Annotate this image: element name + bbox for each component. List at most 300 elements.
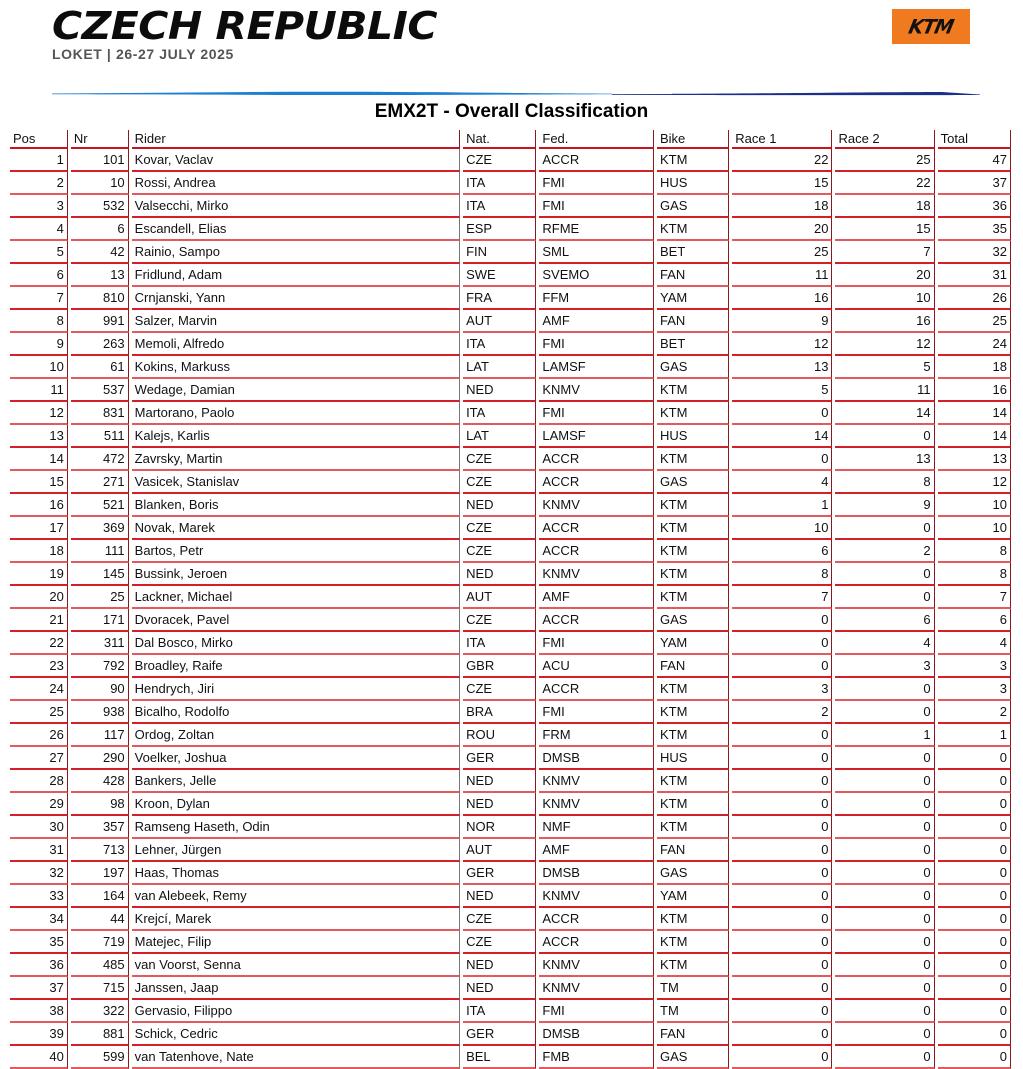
total-points-cell: 16 [938,379,1011,402]
header-row [10,130,1011,149]
nationality-cell: CZE [463,149,536,172]
race2-points-cell: 0 [835,793,934,816]
rider-cell: Krejcí, Marek [132,908,460,931]
number-cell: 271 [71,471,129,494]
race2-points-cell: 2 [835,540,934,563]
total-points-cell: 3 [938,655,1011,678]
bike-cell: KTM [657,908,729,931]
position-cell: 13 [10,425,68,448]
race1-points-cell: 10 [732,517,832,540]
bike-cell: KTM [657,724,729,747]
race2-points-cell: 0 [835,862,934,885]
total-points-cell: 14 [938,425,1011,448]
bike-cell: KTM [657,402,729,425]
column-header-bike: Bike [657,130,729,149]
column-header-fed: Fed. [539,130,654,149]
race1-points-cell: 0 [732,632,832,655]
position-cell: 24 [10,678,68,701]
bike-cell: FAN [657,264,729,287]
rider-cell: Kalejs, Karlis [132,425,460,448]
number-cell: 290 [71,747,129,770]
bike-cell: KTM [657,816,729,839]
total-points-cell: 0 [938,908,1011,931]
federation-cell: KNMV [539,885,654,908]
total-points-cell: 37 [938,172,1011,195]
nationality-cell: ESP [463,218,536,241]
race2-points-cell: 0 [835,931,934,954]
position-cell: 23 [10,655,68,678]
race2-points-cell: 14 [835,402,934,425]
rider-cell: Kovar, Vaclav [132,149,460,172]
race2-points-cell: 0 [835,1046,934,1069]
number-cell: 719 [71,931,129,954]
federation-cell: ACCR [539,908,654,931]
federation-cell: AMF [539,839,654,862]
race1-points-cell: 4 [732,471,832,494]
bike-cell: GAS [657,356,729,379]
position-cell: 35 [10,931,68,954]
table-row [10,264,1011,287]
race1-points-cell: 0 [732,908,832,931]
rider-cell: Bussink, Jeroen [132,563,460,586]
race1-points-cell: 15 [732,172,832,195]
nationality-cell: ITA [463,402,536,425]
rider-cell: Kokins, Markuss [132,356,460,379]
bike-cell: YAM [657,632,729,655]
total-points-cell: 0 [938,1023,1011,1046]
table-row [10,494,1011,517]
bike-cell: KTM [657,494,729,517]
total-points-cell: 2 [938,701,1011,724]
table-row [10,402,1011,425]
race1-points-cell: 2 [732,701,832,724]
column-header-nat: Nat. [463,130,536,149]
table-row [10,632,1011,655]
bike-cell: FAN [657,310,729,333]
number-cell: 599 [71,1046,129,1069]
bike-cell: KTM [657,954,729,977]
number-cell: 6 [71,218,129,241]
bike-cell: KTM [657,793,729,816]
total-points-cell: 0 [938,747,1011,770]
nationality-cell: NED [463,885,536,908]
nationality-cell: NED [463,494,536,517]
rider-cell: Memoli, Alfredo [132,333,460,356]
total-points-cell: 8 [938,540,1011,563]
number-cell: 322 [71,1000,129,1023]
nationality-cell: GER [463,1023,536,1046]
rider-cell: Valsecchi, Mirko [132,195,460,218]
bike-cell: KTM [657,517,729,540]
event-title: CZECH REPUBLIC [52,4,437,48]
total-points-cell: 12 [938,471,1011,494]
position-cell: 34 [10,908,68,931]
federation-cell: KNMV [539,770,654,793]
table-row [10,218,1011,241]
bike-cell: KTM [657,448,729,471]
table-row [10,724,1011,747]
federation-cell: SML [539,241,654,264]
race2-points-cell: 25 [835,149,934,172]
position-cell: 2 [10,172,68,195]
number-cell: 713 [71,839,129,862]
race2-points-cell: 15 [835,218,934,241]
race2-points-cell: 12 [835,333,934,356]
rider-cell: Janssen, Jaap [132,977,460,1000]
rider-cell: Haas, Thomas [132,862,460,885]
race1-points-cell: 8 [732,563,832,586]
total-points-cell: 0 [938,1000,1011,1023]
number-cell: 61 [71,356,129,379]
rider-cell: Bankers, Jelle [132,770,460,793]
number-cell: 145 [71,563,129,586]
document-title: EMX2T - Overall Classification [374,101,649,122]
race2-points-cell: 0 [835,885,934,908]
race1-points-cell: 0 [732,1000,832,1023]
race2-points-cell: 1 [835,724,934,747]
position-cell: 12 [10,402,68,425]
table-row [10,908,1011,931]
rider-cell: Wedage, Damian [132,379,460,402]
race1-points-cell: 0 [732,816,832,839]
race1-points-cell: 20 [732,218,832,241]
event-subtitle: LOKET | 26-27 JULY 2025 [52,46,234,62]
race1-points-cell: 0 [732,747,832,770]
race2-points-cell: 0 [835,839,934,862]
position-cell: 4 [10,218,68,241]
ktm-logo [892,9,970,44]
number-cell: 101 [71,149,129,172]
race1-points-cell: 18 [732,195,832,218]
position-cell: 3 [10,195,68,218]
rider-cell: Blanken, Boris [132,494,460,517]
race2-points-cell: 9 [835,494,934,517]
federation-cell: KNMV [539,954,654,977]
position-cell: 19 [10,563,68,586]
bike-cell: KTM [657,701,729,724]
total-points-cell: 0 [938,839,1011,862]
federation-cell: ACCR [539,471,654,494]
position-cell: 18 [10,540,68,563]
number-cell: 42 [71,241,129,264]
table-row [10,747,1011,770]
nationality-cell: NED [463,563,536,586]
race2-points-cell: 0 [835,563,934,586]
race1-points-cell: 25 [732,241,832,264]
race2-points-cell: 20 [835,264,934,287]
federation-cell: KNMV [539,563,654,586]
federation-cell: ACCR [539,678,654,701]
bike-cell: KTM [657,931,729,954]
table-row [10,310,1011,333]
nationality-cell: NOR [463,816,536,839]
race2-points-cell: 7 [835,241,934,264]
race2-points-cell: 5 [835,356,934,379]
rider-cell: Dvoracek, Pavel [132,609,460,632]
position-cell: 25 [10,701,68,724]
nationality-cell: ITA [463,333,536,356]
number-cell: 715 [71,977,129,1000]
federation-cell: NMF [539,816,654,839]
position-cell: 22 [10,632,68,655]
rider-cell: van Tatenhove, Nate [132,1046,460,1069]
column-header-total: Total [938,130,1011,149]
table-row [10,655,1011,678]
total-points-cell: 14 [938,402,1011,425]
position-cell: 10 [10,356,68,379]
race1-points-cell: 12 [732,333,832,356]
table-row [10,333,1011,356]
table-row [10,885,1011,908]
nationality-cell: GBR [463,655,536,678]
number-cell: 197 [71,862,129,885]
federation-cell: FFM [539,287,654,310]
federation-cell: FMI [539,195,654,218]
total-points-cell: 0 [938,931,1011,954]
nationality-cell: ROU [463,724,536,747]
nationality-cell: NED [463,379,536,402]
race2-points-cell: 0 [835,1000,934,1023]
position-cell: 17 [10,517,68,540]
rider-cell: van Voorst, Senna [132,954,460,977]
nationality-cell: GER [463,747,536,770]
bike-cell: HUS [657,172,729,195]
number-cell: 357 [71,816,129,839]
rider-cell: Novak, Marek [132,517,460,540]
race1-points-cell: 0 [732,609,832,632]
rider-cell: Hendrych, Jiri [132,678,460,701]
number-cell: 263 [71,333,129,356]
race2-points-cell: 10 [835,287,934,310]
bike-cell: KTM [657,586,729,609]
number-cell: 472 [71,448,129,471]
rider-cell: Gervasio, Filippo [132,1000,460,1023]
race2-points-cell: 4 [835,632,934,655]
race1-points-cell: 0 [732,1046,832,1069]
federation-cell: ACCR [539,609,654,632]
number-cell: 792 [71,655,129,678]
race1-points-cell: 0 [732,402,832,425]
nationality-cell: CZE [463,931,536,954]
race2-points-cell: 0 [835,908,934,931]
table-row [10,701,1011,724]
number-cell: 13 [71,264,129,287]
bike-cell: TM [657,977,729,1000]
bike-cell: KTM [657,770,729,793]
nationality-cell: SWE [463,264,536,287]
nationality-cell: CZE [463,609,536,632]
number-cell: 881 [71,1023,129,1046]
number-cell: 369 [71,517,129,540]
race2-points-cell: 0 [835,678,934,701]
rider-cell: van Alebeek, Remy [132,885,460,908]
position-cell: 29 [10,793,68,816]
number-cell: 810 [71,287,129,310]
number-cell: 938 [71,701,129,724]
nationality-cell: AUT [463,839,536,862]
rider-cell: Bicalho, Rodolfo [132,701,460,724]
table-row [10,678,1011,701]
table-row [10,862,1011,885]
nationality-cell: CZE [463,908,536,931]
race1-points-cell: 0 [732,448,832,471]
number-cell: 311 [71,632,129,655]
federation-cell: KNMV [539,977,654,1000]
ktm-logo-text: KTM [906,14,956,39]
number-cell: 117 [71,724,129,747]
total-points-cell: 0 [938,1046,1011,1069]
nationality-cell: NED [463,770,536,793]
nationality-cell: BEL [463,1046,536,1069]
table-row [10,540,1011,563]
race1-points-cell: 0 [732,724,832,747]
column-header-race2: Race 2 [835,130,934,149]
race1-points-cell: 3 [732,678,832,701]
nationality-cell: CZE [463,448,536,471]
total-points-cell: 6 [938,609,1011,632]
bike-cell: KTM [657,379,729,402]
bike-cell: HUS [657,747,729,770]
race2-points-cell: 8 [835,471,934,494]
bike-cell: GAS [657,1046,729,1069]
federation-cell: AMF [539,310,654,333]
nationality-cell: CZE [463,517,536,540]
race2-points-cell: 18 [835,195,934,218]
position-cell: 27 [10,747,68,770]
rider-cell: Dal Bosco, Mirko [132,632,460,655]
federation-cell: LAMSF [539,425,654,448]
table-row [10,770,1011,793]
rider-cell: Schick, Cedric [132,1023,460,1046]
number-cell: 991 [71,310,129,333]
results-table [7,130,1014,1069]
rider-cell: Voelker, Joshua [132,747,460,770]
position-cell: 36 [10,954,68,977]
number-cell: 90 [71,678,129,701]
federation-cell: FMI [539,402,654,425]
table-row [10,931,1011,954]
rider-cell: Escandell, Elias [132,218,460,241]
bike-cell: TM [657,1000,729,1023]
race1-points-cell: 6 [732,540,832,563]
table-row [10,241,1011,264]
position-cell: 7 [10,287,68,310]
position-cell: 31 [10,839,68,862]
position-cell: 32 [10,862,68,885]
federation-cell: FMI [539,1000,654,1023]
total-points-cell: 10 [938,494,1011,517]
total-points-cell: 0 [938,885,1011,908]
position-cell: 37 [10,977,68,1000]
race1-points-cell: 0 [732,793,832,816]
federation-cell: FMI [539,632,654,655]
bike-cell: FAN [657,839,729,862]
total-points-cell: 32 [938,241,1011,264]
position-cell: 20 [10,586,68,609]
number-cell: 164 [71,885,129,908]
nationality-cell: GER [463,862,536,885]
nationality-cell: ITA [463,195,536,218]
number-cell: 485 [71,954,129,977]
nationality-cell: NED [463,954,536,977]
race1-points-cell: 0 [732,770,832,793]
total-points-cell: 26 [938,287,1011,310]
position-cell: 9 [10,333,68,356]
federation-cell: ACCR [539,149,654,172]
total-points-cell: 0 [938,770,1011,793]
number-cell: 44 [71,908,129,931]
nationality-cell: LAT [463,425,536,448]
position-cell: 1 [10,149,68,172]
race2-points-cell: 0 [835,816,934,839]
table-row [10,609,1011,632]
race1-points-cell: 0 [732,1023,832,1046]
race1-points-cell: 14 [732,425,832,448]
number-cell: 171 [71,609,129,632]
rider-cell: Rossi, Andrea [132,172,460,195]
total-points-cell: 36 [938,195,1011,218]
results-body [10,149,1011,1069]
race2-points-cell: 6 [835,609,934,632]
rider-cell: Rainio, Sampo [132,241,460,264]
rider-cell: Zavrsky, Martin [132,448,460,471]
table-row [10,195,1011,218]
nationality-cell: AUT [463,586,536,609]
rider-cell: Kroon, Dylan [132,793,460,816]
position-cell: 21 [10,609,68,632]
table-row [10,1046,1011,1069]
rider-cell: Salzer, Marvin [132,310,460,333]
table-row [10,448,1011,471]
total-points-cell: 0 [938,977,1011,1000]
federation-cell: FRM [539,724,654,747]
total-points-cell: 0 [938,793,1011,816]
table-row [10,586,1011,609]
total-points-cell: 35 [938,218,1011,241]
bike-cell: BET [657,241,729,264]
federation-cell: FMB [539,1046,654,1069]
nationality-cell: LAT [463,356,536,379]
bike-cell: FAN [657,1023,729,1046]
table-row [10,356,1011,379]
race2-points-cell: 0 [835,747,934,770]
position-cell: 39 [10,1023,68,1046]
bike-cell: YAM [657,287,729,310]
bike-cell: YAM [657,885,729,908]
federation-cell: ACCR [539,931,654,954]
number-cell: 537 [71,379,129,402]
position-cell: 40 [10,1046,68,1069]
total-points-cell: 0 [938,816,1011,839]
race1-points-cell: 11 [732,264,832,287]
federation-cell: LAMSF [539,356,654,379]
number-cell: 10 [71,172,129,195]
position-cell: 28 [10,770,68,793]
total-points-cell: 7 [938,586,1011,609]
federation-cell: ACCR [539,540,654,563]
race1-points-cell: 0 [732,931,832,954]
rider-cell: Martorano, Paolo [132,402,460,425]
total-points-cell: 0 [938,954,1011,977]
table-row [10,816,1011,839]
table-row [10,149,1011,172]
brush-stripe-blue [52,90,612,96]
position-cell: 16 [10,494,68,517]
race1-points-cell: 13 [732,356,832,379]
nationality-cell: CZE [463,540,536,563]
rider-cell: Broadley, Raife [132,655,460,678]
rider-cell: Crnjanski, Yann [132,287,460,310]
